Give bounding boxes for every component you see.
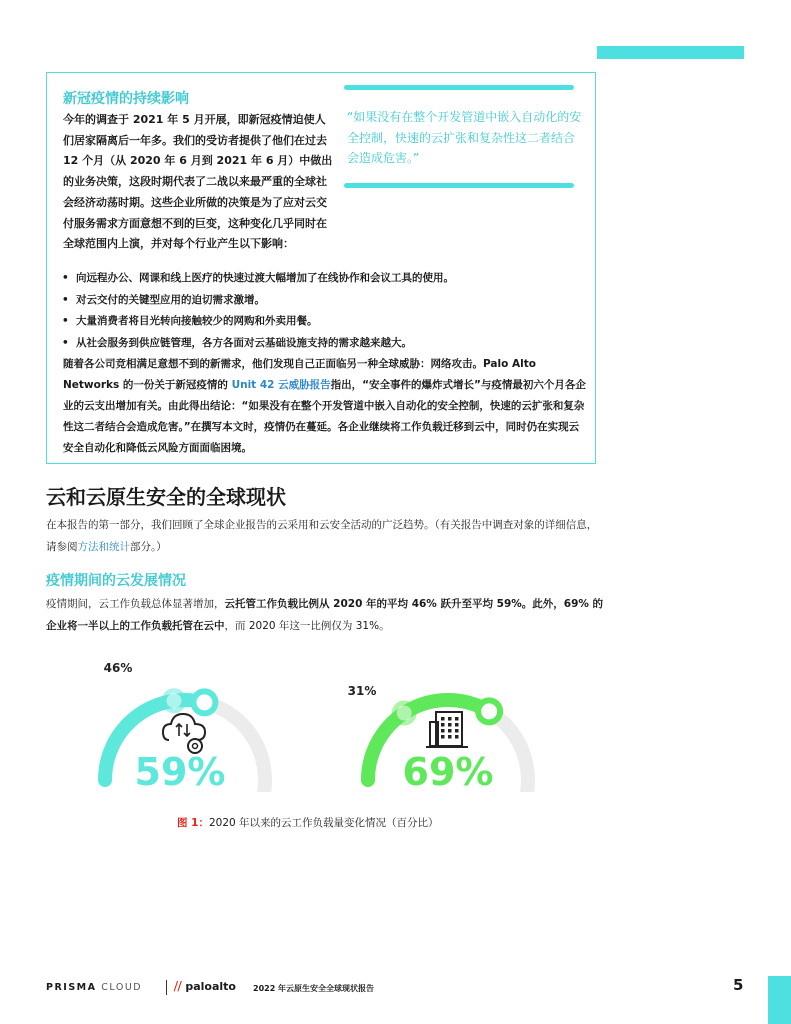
gauge-after-marker	[193, 691, 215, 713]
callout-paragraph	[63, 354, 588, 459]
gauge-before-value: 31%	[347, 684, 377, 698]
cloud-wordmark: CLOUD	[101, 982, 143, 993]
gauge-before-marker	[164, 691, 184, 711]
unit42-report-link[interactable]: Unit 42 云威胁报告	[231, 379, 331, 391]
paragraph-text: 随着各公司竞相满足意想不到的新需求，他们发现自己正面临另一种全球威胁：网络攻击。Palo Alto Networks 的一份关于新冠疫情的	[63, 358, 536, 391]
prisma-cloud-logo	[46, 982, 142, 993]
right-accent-tab	[768, 976, 791, 1024]
quote-bottom-rule	[344, 183, 574, 188]
list-item: • 从社会服务到供应链管理，各方各面对云基础设施支持的需求越来越大。	[62, 333, 582, 355]
subsection-paragraph	[46, 593, 606, 637]
gauge-after-value: 59%	[134, 750, 226, 794]
paloalto-wordmark: paloalto	[185, 980, 236, 993]
callout-title: 新冠疫情的持续影响	[63, 91, 189, 107]
office-building-icon	[426, 712, 468, 747]
figure-caption-text: 2020 年以来的云工作负载量变化情况（百分比）	[208, 817, 439, 829]
page-footer	[46, 978, 746, 998]
page-number: 5	[733, 976, 744, 994]
paragraph-text: 在本报告的第一部分，我们回顾了全球企业报告的云采用和云安全活动的广泛趋势。（有关报告中调查对象的详细信息，请参阅	[46, 519, 598, 553]
pull-quote: “如果没有在整个开发管道中嵌入自动化的安全控制，快速的云扩张和复杂性这二者结合会造成危害。”	[347, 110, 582, 165]
quote-top-rule	[344, 85, 574, 90]
gauge-before-value: 46%	[103, 661, 133, 675]
methodology-link[interactable]: 方法和统计	[77, 541, 130, 553]
prisma-wordmark: PRISMA	[46, 982, 97, 993]
section-heading: 云和云原生安全的全球现状	[46, 485, 286, 509]
gauge-after-value: 69%	[402, 750, 494, 794]
paragraph-text: 指出，“安全事件的爆炸式增长”与疫情最初六个月各企业的云支出增加有关。由此得出结论：“如果没有在整个开发管道中嵌入自动化的安全控制，快速的云扩张和复杂性这二者结合会造成危害。”在撰写本文时，疫情仍在蔓延。各企业继续将工作负载迁移到云中，同时仍在实现云安全自动化和降低云风险方面面临困境。	[63, 379, 586, 454]
gauge-after-marker	[478, 700, 500, 722]
paragraph-text: ，而 2020 年这一比例仅为 31%。	[224, 620, 390, 632]
figure-label: 图 1：	[177, 817, 209, 829]
impact-list	[62, 268, 582, 354]
list-item: • 对云交付的关键型应用的迫切需求激增。	[62, 290, 582, 312]
list-item: • 大量消费者将目光转向接触较少的网购和外卖用餐。	[62, 311, 582, 333]
cloud-workload-gauges	[0, 640, 791, 805]
top-accent-bar	[597, 46, 744, 59]
callout-intro: 今年的调查于 2021 年 5 月开展，即新冠疫情迫使人们居家隔离后一年多。我们的受访者提供了他们在过去 12 个月（从 2020 年 6 月到 2021 年 6 月）中做出的业务决策，这段时期代表了二战以来最严重的全球社会经济动荡时期。这些企业所做的决策是为了应对云交付服务需求方面意想不到的巨变，这种变化几乎同时在全球范围内上演，并对每个行业产生以下影响：	[63, 113, 333, 251]
paragraph-bold-text: 云托管工作负载比例从 2020 年的平均 46% 跃升至平均 59%。此外，69% 的企业将一半以上的工作负载托管在云中	[46, 598, 604, 632]
section-paragraph	[46, 514, 606, 558]
paloalto-logo	[174, 980, 236, 994]
subsection-heading: 疫情期间的云发展情况	[46, 573, 186, 589]
paloalto-mark-icon: ⧸⧸	[174, 980, 182, 993]
cloud-gear-icon	[163, 714, 205, 753]
logo-divider	[166, 980, 167, 995]
paragraph-text: 疫情期间，云工作负载总体显著增加，	[46, 598, 225, 610]
list-item: • 向远程办公、网课和线上医疗的快速过渡大幅增加了在线协作和会议工具的使用。	[62, 268, 582, 290]
footer-report-title: 2022 年云原生安全全球现状报告	[253, 984, 375, 993]
paragraph-text: 部分。）	[130, 541, 167, 553]
figure-caption	[177, 815, 439, 830]
gauge-before-marker	[394, 703, 414, 723]
